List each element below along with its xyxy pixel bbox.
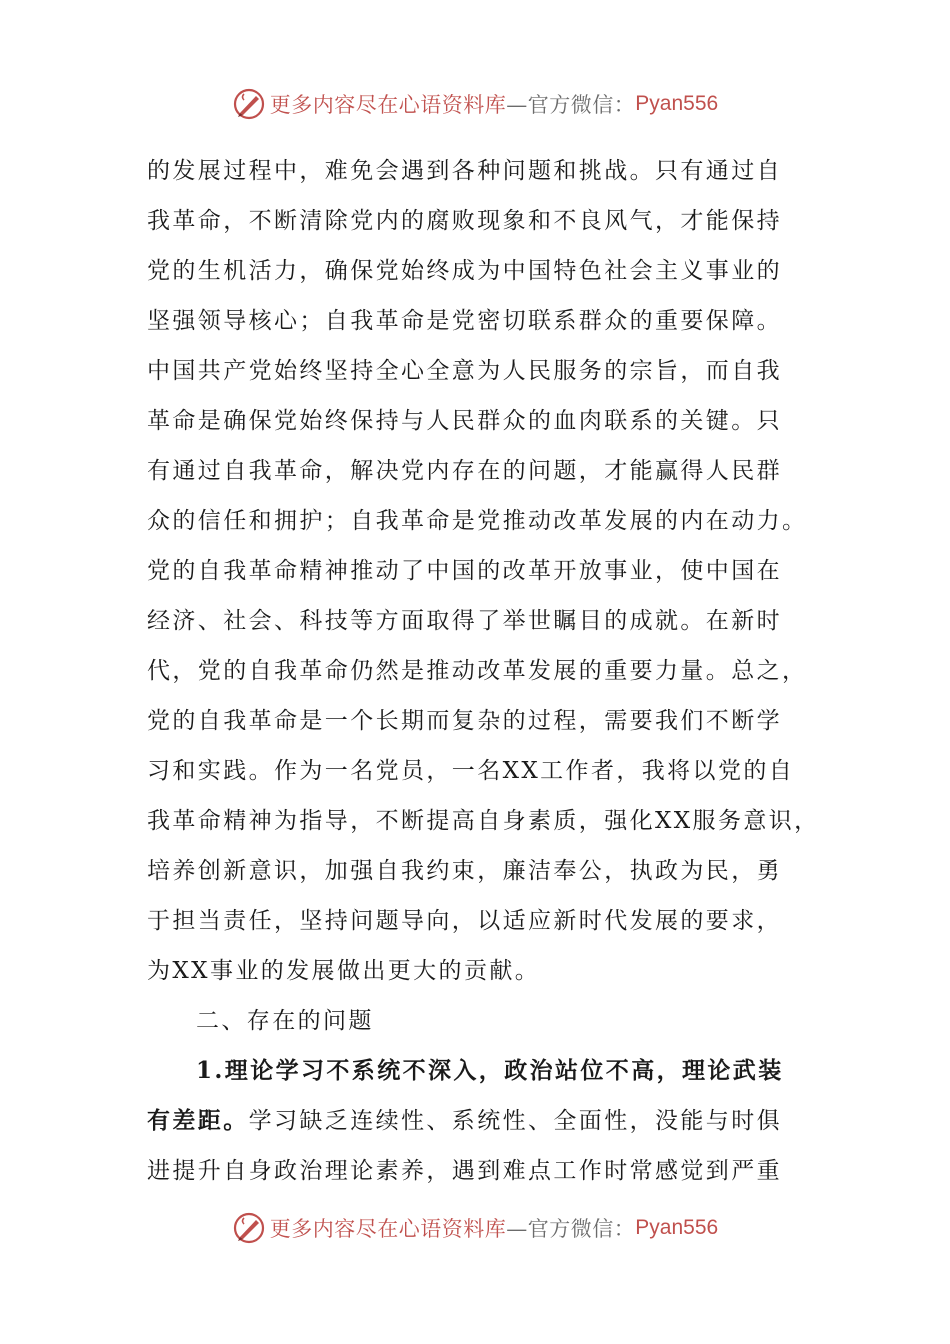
banner-red-text: 更多内容尽在心语资料库 [269,93,507,117]
body-line: 有通过自我革命，解决党内存在的问题，才能赢得人民群 [147,458,782,484]
body-line: 党的自我革命精神推动了中国的改革开放事业，使中国在 [147,558,782,584]
banner-gray-text: —官方微信： [506,1217,636,1241]
banner-gray-text: —官方微信： [506,93,636,117]
body-line: 党的自我革命是一个长期而复杂的过程，需要我们不断学 [147,708,782,734]
body-line: 经济、社会、科技等方面取得了举世瞩目的成就。在新时 [147,608,782,634]
body-line: 我革命，不断清除党内的腐败现象和不良风气，才能保持 [147,208,782,234]
body-line: 代，党的自我革命仍然是推动改革发展的重要力量。总之， [147,658,808,684]
item1-heading-line [147,1046,817,1096]
banner-red-text: 更多内容尽在心语资料库 [269,1217,507,1241]
body-line: 众的信任和拥护；自我革命是党推动改革发展的内在动力。 [147,508,808,534]
item1-bold-tail: 有差距。 [147,1107,249,1134]
header-watermark-banner [0,84,950,124]
body-line: 于担当责任，坚持问题导向，以适应新时代发展的要求， [147,908,782,934]
body-line: 的发展过程中，难免会遇到各种问题和挑战。只有通过自 [147,158,782,184]
pen-logo-icon [232,87,266,121]
body-line: 中国共产党始终坚持全心全意为人民服务的宗旨，而自我 [147,358,782,384]
body-line: 习和实践。作为一名党员，一名XX工作者，我将以党的自 [147,758,795,784]
body-line: 培养创新意识，加强自我约束，廉洁奉公，执政为民，勇 [147,858,782,884]
pen-logo-icon [232,1211,266,1245]
body-line: 坚强领导核心；自我革命是党密切联系群众的重要保障。 [147,308,782,334]
body-line: 党的生机活力，确保党始终成为中国特色社会主义事业的 [147,258,782,284]
item1-text: 学习缺乏连续性、系统性、全面性，没能与时俱 [248,1108,783,1134]
body-line: 为XX事业的发展做出更大的贡献。 [147,958,541,984]
body-line: 进提升自身政治理论素养，遇到难点工作时常感觉到严重 [147,1158,782,1184]
body-line: 我革命精神为指导，不断提高自身素质，强化XX服务意识， [147,808,820,834]
document-body [147,146,820,1196]
footer-watermark-banner [0,1208,950,1248]
item1-line-2 [147,1096,817,1146]
banner-wechat-id: Pyan556 [635,1216,719,1239]
banner-wechat-id: Pyan556 [635,92,719,115]
section-heading: 二、存在的问题 [196,1008,374,1034]
item1-bold-text: 1.理论学习不系统不深入，政治站位不高，理论武装 [196,1057,784,1084]
body-line: 革命是确保党始终保持与人民群众的血肉联系的关键。只 [147,408,782,434]
